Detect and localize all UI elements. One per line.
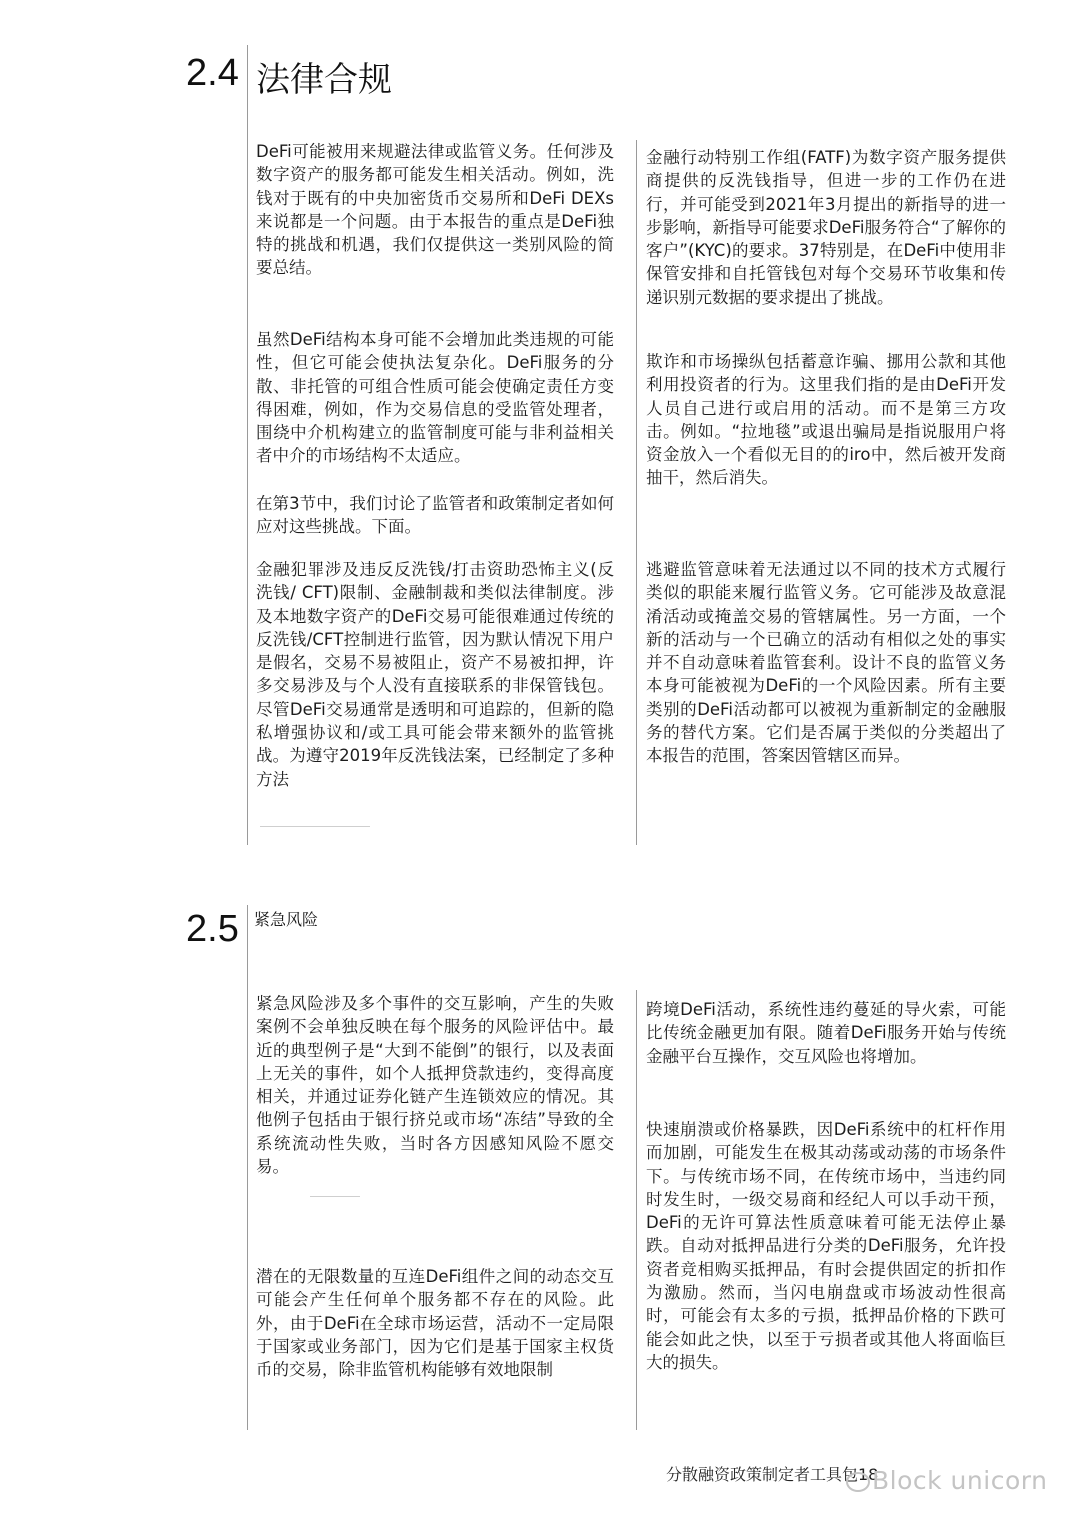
paragraph: 潜在的无限数量的互连DeFi组件之间的动态交互可能会产生任何单个服务都不存在的风险。此外，由于DeFi在全球市场运营，活动不一定局限于国家或业务部门，因为它们是基于国家主权货币的交易，除非监管机构能够有效地限制: [256, 1267, 614, 1380]
section-number: 2.5: [186, 908, 239, 950]
paragraph: 金融犯罪涉及违反反洗钱/打击资助恐怖主义(反洗钱/ CFT)限制、金融制裁和类似法律制度。涉及本地数字资产的DeFi交易可能很难通过传统的反洗钱/CFT控制进行监管，因为默认情况下用户是假名，交易不易被阻止，资产不易被扣押，许多交易涉及与个人没有直接联系的非保管钱包。尽管DeFi交易通常是透明和可追踪的，但新的隐私增强协议和/或工具可能会带来额外的监管挑战。为遵守2019年反洗钱法案，已经制定了多种方法: [256, 560, 614, 789]
paragraph: 欺诈和市场操纵包括蓄意诈骗、挪用公款和其他利用投资者的行为。这里我们指的是由DeFi开发人员自己进行或启用的活动。而不是第三方攻击。例如。“拉地毯”或退出骗局是指说服用户将资金放入一个看似无目的的iro中，然后被开发商抽干，然后消失。: [646, 352, 1006, 488]
section-rule-left-top: [247, 45, 248, 845]
section-number: 2.4: [186, 52, 239, 94]
section-title: 法律合规: [256, 60, 392, 100]
paragraph: 跨境DeFi活动，系统性违约蔓延的导火索，可能比传统金融更加有限。随着DeFi服务开始与传统金融平台互操作，交互风险也将增加。: [646, 1000, 1006, 1066]
page-footer: 分散融资政策制定者工具包18: [666, 1465, 879, 1484]
section-rule-mid-top: [636, 140, 637, 845]
section-rule-mid-bottom: [636, 990, 637, 1430]
paragraph: 金融行动特别工作组(FATF)为数字资产服务提供商提供的反洗钱指导，但进一步的工作仍在进行，并可能受到2021年3月提出的新指导的进一步影响，新指导可能要求DeFi服务符合“了解你的客户”(KYC)的要求。37特别是，在DeFi中使用非保管安排和自托管钱包对每个交易环节收集和传递识别元数据的要求提出了挑战。: [646, 148, 1006, 307]
section-rule-left-bottom: [247, 905, 248, 1430]
section-title: 紧急风险: [254, 910, 319, 929]
paragraph: 虽然DeFi结构本身可能不会增加此类违规的可能性，但它可能会使执法复杂化。DeFi服务的分散、非托管的可组合性质可能会使确定责任方变得困难，例如，作为交易信息的受监管处理者，围绕中介机构建立的监管制度可能与非利益相关者中介的市场结构不太适应。: [256, 330, 614, 466]
scan-speck: [310, 1196, 360, 1197]
scan-speck: [260, 826, 370, 827]
paragraph: DeFi可能被用来规避法律或监管义务。任何涉及数字资产的服务都可能发生相关活动。例如，洗钱对于既有的中央加密货币交易所和DeFi DEXs来说都是一个问题。由于本报告的重点是DeFi独特的挑战和机遇，我们仅提供这一类别风险的简要总结。: [256, 142, 614, 278]
paragraph: 在第3节中，我们讨论了监管者和政策制定者如何应对这些挑战。下面。: [256, 494, 614, 537]
watermark: Block unicorn: [872, 1466, 1048, 1495]
paragraph: 逃避监管意味着无法通过以不同的技术方式履行类似的职能来履行监管义务。它可能涉及故意混淆活动或掩盖交易的管辖属性。另一方面，一个新的活动与一个已确立的活动有相似之处的事实并不自动意味着监管套利。设计不良的监管义务本身可能被视为DeFi的一个风险因素。所有主要类别的DeFi活动都可以被视为重新制定的金融服务的替代方案。它们是否属于类似的分类超出了本报告的范围，答案因管辖区而异。: [646, 560, 1006, 766]
paragraph: 快速崩溃或价格暴跌，因DeFi系统中的杠杆作用而加剧，可能发生在极其动荡或动荡的市场条件下。与传统市场不同，在传统市场中，当违约同时发生时，一级交易商和经纪人可以手动干预，DeFi的无许可算法性质意味着可能无法停止暴跌。自动对抵押品进行分类的DeFi服务，允许投资者竞相购买抵押品，有时会提供固定的折扣作为激励。然而，当闪电崩盘或市场波动性很高时，可能会有太多的亏损，抵押品价格的下跌可能会如此之快，以至于亏损者或其他人将面临巨大的损失。: [646, 1120, 1006, 1372]
wechat-icon: [846, 1472, 870, 1492]
paragraph: 紧急风险涉及多个事件的交互影响，产生的失败案例不会单独反映在每个服务的风险评估中。最近的典型例子是“大到不能倒”的银行，以及表面上无关的事件，如个人抵押贷款违约，变得高度相关，并通过证券化链产生连锁效应的情况。其他例子包括由于银行挤兑或市场“冻结”导致的全系统流动性失败，当时各方因感知风险不愿交易。: [256, 994, 614, 1177]
